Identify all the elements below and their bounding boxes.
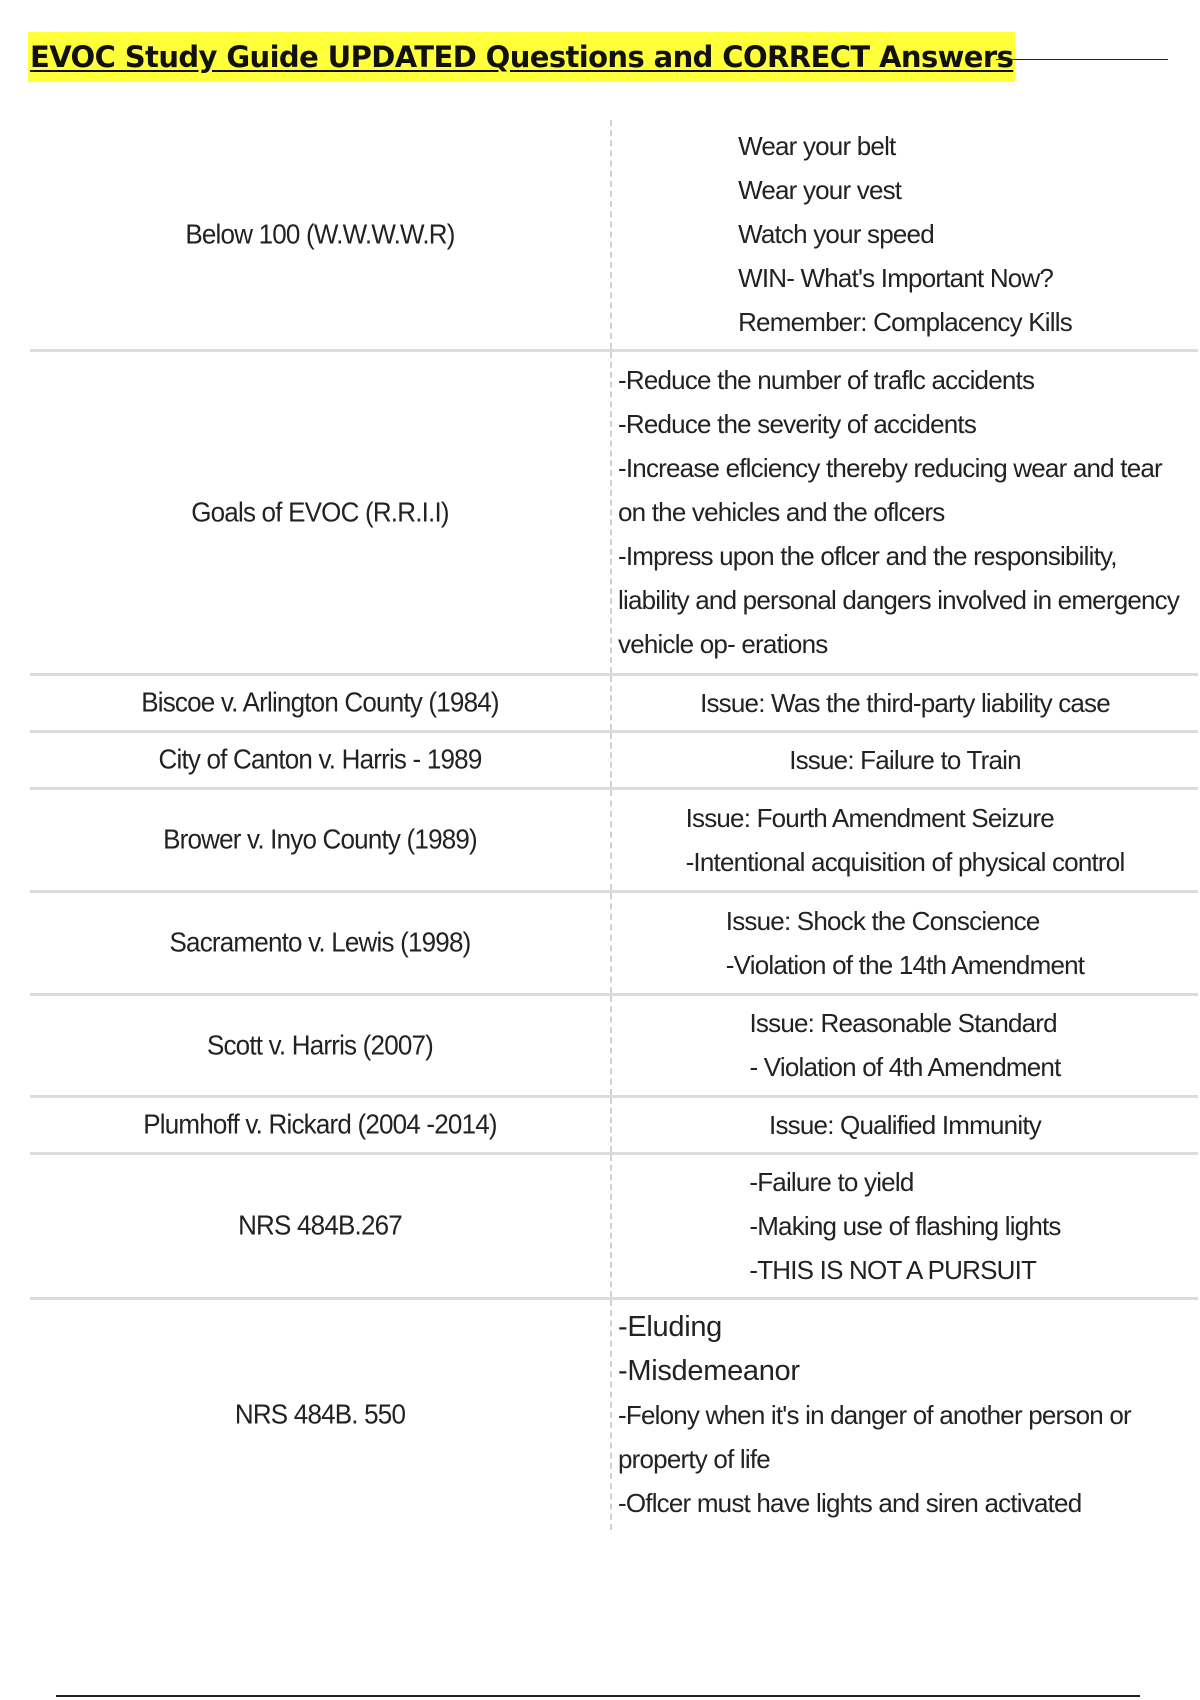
definition-line: -Reduce the severity of accidents — [618, 409, 977, 439]
title-bar — [28, 32, 1140, 82]
card-row — [30, 788, 1198, 891]
definition-line: Wear your belt — [738, 131, 896, 162]
flashcard-table — [30, 120, 1198, 1530]
card-row — [30, 891, 1198, 994]
definition-line: -Increase eflciency thereby reducing wear and tear on the vehicles and the oflcers — [618, 453, 1162, 527]
document-title: EVOC Study Guide UPDATED Questions and CORRECT Answers — [28, 32, 1015, 82]
card-term: Sacramento v. Lewis (1998) — [169, 926, 471, 958]
definition-line: Watch your speed — [738, 219, 934, 250]
definition-line: Issue: Shock the Conscience — [725, 905, 1040, 936]
definition-line: -Violation of the 14th Amendment — [725, 949, 1085, 980]
definition-line: -Making use of flashing lights — [749, 1210, 1061, 1241]
card-row — [30, 994, 1198, 1096]
card-definition — [611, 788, 1198, 891]
title-rule — [996, 59, 1168, 60]
card-row — [30, 731, 1198, 788]
definition-line: -Felony when it's in danger of another person or property of life — [618, 1399, 1131, 1474]
definition-line: Remember: Complacency Kills — [738, 307, 1072, 338]
definition-line: WIN- What's Important Now? — [738, 263, 1054, 294]
card-definition — [611, 674, 1198, 731]
card-term: Below 100 (W.W.W.W.R) — [185, 217, 455, 250]
card-row — [30, 120, 1198, 350]
definition-line: -Reduce the number of traflc accidents — [618, 365, 1035, 395]
card-term: Goals of EVOC (R.R.I.I) — [191, 495, 449, 528]
definition-line: -THIS IS NOT A PURSUIT — [749, 1254, 1037, 1285]
card-definition — [611, 994, 1198, 1096]
definition-line: -Intentional acquisition of physical control — [685, 846, 1125, 877]
definition-line: Wear your vest — [738, 175, 902, 206]
card-term: Biscoe v. Arlington County (1984) — [141, 686, 499, 718]
definition-line: Issue: Failure to Train — [789, 744, 1021, 775]
definition-line: -Eluding — [618, 1310, 722, 1343]
definition-line: -Impress upon the oflcer and the responsibility, liability and personal dangers involved in emergency vehicle op- erations — [618, 541, 1180, 659]
card-definition — [611, 350, 1198, 674]
card-term: Plumhoff v. Rickard (2004 -2014) — [143, 1108, 497, 1140]
card-term: NRS 484B.267 — [238, 1209, 402, 1241]
card-row — [30, 1298, 1198, 1530]
card-term: NRS 484B. 550 — [234, 1398, 406, 1431]
card-definition — [611, 891, 1198, 994]
card-definition — [611, 1298, 1198, 1530]
definition-line: -Misdemeanor — [618, 1354, 800, 1387]
definition-line: Issue: Was the third-party liability case — [700, 687, 1110, 718]
card-term: City of Canton v. Harris - 1989 — [158, 743, 482, 775]
card-term: Scott v. Harris (2007) — [206, 1028, 434, 1061]
card-row — [30, 674, 1198, 731]
card-row — [30, 1153, 1198, 1298]
card-row — [30, 1096, 1198, 1153]
card-definition — [611, 1153, 1198, 1298]
definition-line: -Failure to yield — [749, 1166, 914, 1197]
definition-line: Issue: Qualified Immunity — [769, 1109, 1041, 1140]
card-term: Brower v. Inyo County (1989) — [163, 823, 477, 855]
definition-line: Issue: Reasonable Standard — [749, 1008, 1057, 1038]
card-definition — [611, 1096, 1198, 1153]
definition-line: Issue: Fourth Amendment Seizure — [685, 802, 1054, 833]
card-definition — [611, 120, 1198, 350]
definition-line: -Oflcer must have lights and siren activated — [618, 1487, 1082, 1518]
card-definition — [611, 731, 1198, 788]
card-row — [30, 350, 1198, 674]
definition-line: - Violation of 4th Amendment — [749, 1052, 1061, 1082]
footer-rule — [56, 1695, 1140, 1697]
